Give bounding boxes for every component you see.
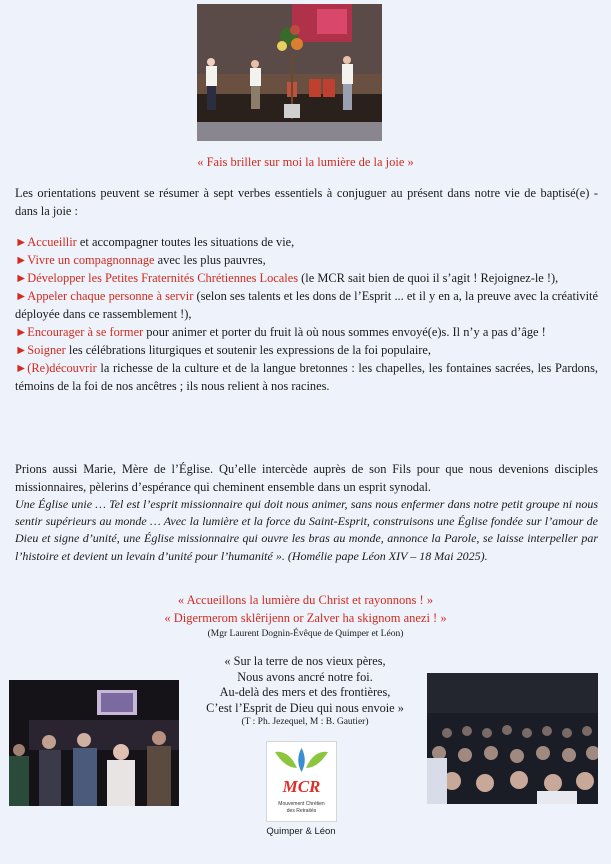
assembly-left-photo [9,680,179,806]
slogan-credit: (Mgr Laurent Dognin-Évêque de Quimper et Léon) [207,629,404,639]
verb-item-accueillir: ►Accueillir et accompagner toutes les situations de vie, [15,235,295,249]
mcr-logo [266,741,337,822]
joy-title: « Fais briller sur moi la lumière de la joie » [197,155,414,169]
logo-caption: Quimper & Léon [266,826,336,837]
arrow-icon: ► [15,325,28,339]
seven-verbs-list [15,233,598,395]
logo-line-2: des Retraités [286,808,317,814]
hymn-line: « Sur la terre de nos vieux pères, [224,654,386,668]
intro-paragraph: Les orientations peuvent se résumer à sept verbes essentiels à conjuguer au présent dans notre vie de baptisé(e) - dans la joie : [15,186,598,218]
slogan-french: « Accueillons la lumière du Christ et rayonnons ! » [177,593,434,607]
arrow-icon: ► [15,289,28,303]
prayer-paragraph: Prions aussi Marie, Mère de l’Église. Qu’elle intercède auprès de son Fils pour que nous devenions disciples missionnaires, pèlerins d’espérance qui cheminent ensemble dans un esprit synodal. [15,462,598,494]
arrow-icon: ► [15,361,28,375]
verb-item-fraternites: ►Développer les Petites Fraternités Chrétiennes Locales (le MCR sait bien de quoi il s’agit ! Rejoignez-le !), [15,271,559,285]
homily-quote: Une Église unie … Tel est l’esprit missionnaire qui doit nous animer, sans nous enfermer dans notre petit groupe ni nous sentir supérieurs au monde … Avec la lumière et la force du Saint-Esprit, construisons une Église fondée sur l’amour de Dieu et signe d’unité, une Église missionnaire qui ouvre les bras au monde, annonce la Parole, se laisse interpeller par l’histoire et devient un levain d’unité pour l’humanité ». (Homélie pape Léon XIV – 18 Mai 2025). [15,497,598,563]
verb-item-former: ►Encourager à se former pour animer et porter du fruit là où nous sommes envoyé(e)s. Il n’y a pas d’âge ! [15,325,546,339]
hymn-line: Au-delà des mers et des frontières, [219,685,391,699]
hymn-credit: (T : Ph. Jezequel, M : B. Gautier) [241,717,369,727]
verb-item-redecouvrir: ►(Re)découvrir la richesse de la culture et de la langue bretonnes : les chapelles, les fontaines sacrées, les Pardons, témoins de la foi de nos ancêtres ; ils nous relient à nos racines. [15,361,598,393]
verb-item-servir: ►Appeler chaque personne à servir (selon ses talents et les dons de l’Esprit ... et il y en a, la preuve avec la créativité déployée dans ce rassemblement !), [15,289,598,321]
verb-item-soigner: ►Soigner les célébrations liturgiques et soutenir les expressions de la foi populaire, [15,343,432,357]
arrow-icon: ► [15,253,28,267]
hymn-lyrics [180,654,430,729]
logo-line-1: Mouvement Chrétien [278,801,325,807]
audience-right-photo [427,673,598,804]
hymn-line: Nous avons ancré notre foi. [237,669,373,684]
arrow-icon: ► [15,343,28,357]
verb-item-compagnonnage: ►Vivre un compagnonnage avec les plus pauvres, [15,253,266,267]
hymn-line: C’est l’Esprit de Dieu qui nous envoie » [206,700,404,715]
stage-singers-photo [197,4,382,141]
slogan-breton: « Digermerom sklêrijenn or Zalver ha skignom anezi ! » [164,611,447,625]
arrow-icon: ► [15,271,28,285]
arrow-icon: ► [15,235,28,249]
logo-letters: MCR [282,777,321,796]
